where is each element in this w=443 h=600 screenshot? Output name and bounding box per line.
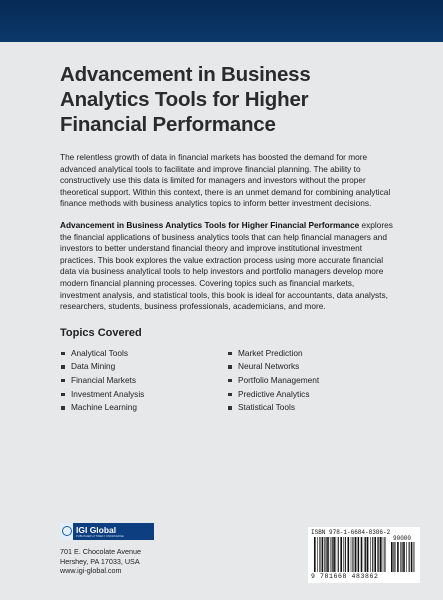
description-paragraph-2	[60, 220, 395, 313]
book-title	[60, 62, 395, 137]
title-line: Financial Performance	[60, 113, 276, 136]
bullet-icon	[61, 406, 65, 410]
bullet-icon	[61, 352, 65, 356]
igi-global-logo	[60, 523, 154, 540]
back-cover-content	[60, 62, 395, 415]
bullet-icon	[228, 393, 232, 397]
bullet-icon	[61, 379, 65, 383]
topic-item: Data Mining	[60, 360, 227, 374]
bullet-icon	[61, 393, 65, 397]
addon-number: 90000	[393, 535, 412, 542]
website-link[interactable]: www.igi-global.com	[60, 566, 122, 575]
topic-item: Market Prediction	[227, 347, 394, 361]
topic-item: Analytical Tools	[60, 347, 227, 361]
topic-item: Predictive Analytics	[227, 388, 394, 402]
topic-item: Investment Analysis	[60, 388, 227, 402]
bullet-icon	[228, 352, 232, 356]
book-title-inline: Advancement in Business Analytics Tools for Higher Financial Performance	[60, 219, 360, 230]
bullet-icon	[228, 379, 232, 383]
topic-item: Financial Markets	[60, 374, 227, 388]
description-paragraph-1: The relentless growth of data in financial markets has boosted the demand for more advanced analytical tools to facilitate and improve financial planning. The ability to constructively use this data is limited for managers and investors without the proper theoretical support. Within this context, there is an unmet demand for combining analytical finance methods with business analytics topics to inform better investment decisions.	[60, 152, 391, 209]
barcode-box	[308, 527, 420, 583]
title-line: Advancement in Business	[60, 63, 311, 86]
address-line: Hershey, PA 17033, USA	[60, 556, 140, 566]
publisher-address	[60, 547, 180, 576]
globe-icon	[60, 523, 73, 540]
topic-item: Statistical Tools	[227, 401, 394, 415]
barcode-icon	[314, 537, 386, 572]
title-line: Analytics Tools for Higher	[60, 88, 309, 111]
topics-heading: Topics Covered	[60, 326, 142, 339]
address-line: 701 E. Chocolate Avenue	[60, 547, 141, 556]
topics-column-left	[60, 347, 227, 415]
topics-list	[60, 347, 395, 415]
topic-item: Portfolio Management	[227, 374, 394, 388]
topics-column-right	[227, 347, 394, 415]
bullet-icon	[61, 365, 65, 369]
topic-item: Neural Networks	[227, 360, 394, 374]
publisher-block	[60, 523, 180, 576]
bullet-icon	[228, 365, 232, 369]
paragraph-2-text: explores the financial applications of business analytics tools that can help financial managers and investors to better understand financial theory and improve institutional investment practices. This book explores the value extraction process using more accurate financial data via business analytical tools to help investors and portfolio managers develop more modern financial planning processes. Covering topics such as financial markets, investment analysis, and statistical tools, this book is ideal for accountants, data analysts, researchers, students, business professionals, academicians, and more.	[60, 219, 393, 312]
bullet-icon	[228, 406, 232, 410]
logo-tagline: PUBLISHER of TIMELY KNOWLEDGE	[76, 534, 124, 538]
top-banner	[0, 0, 443, 42]
isbn-text: ISBN 978-1-6684-8386-2	[311, 529, 391, 536]
barcode-digits: 9 781668 483862	[311, 573, 379, 580]
topic-item: Machine Learning	[60, 401, 227, 415]
barcode-addon-icon	[391, 542, 415, 572]
logo-name: IGI Global	[76, 524, 117, 535]
